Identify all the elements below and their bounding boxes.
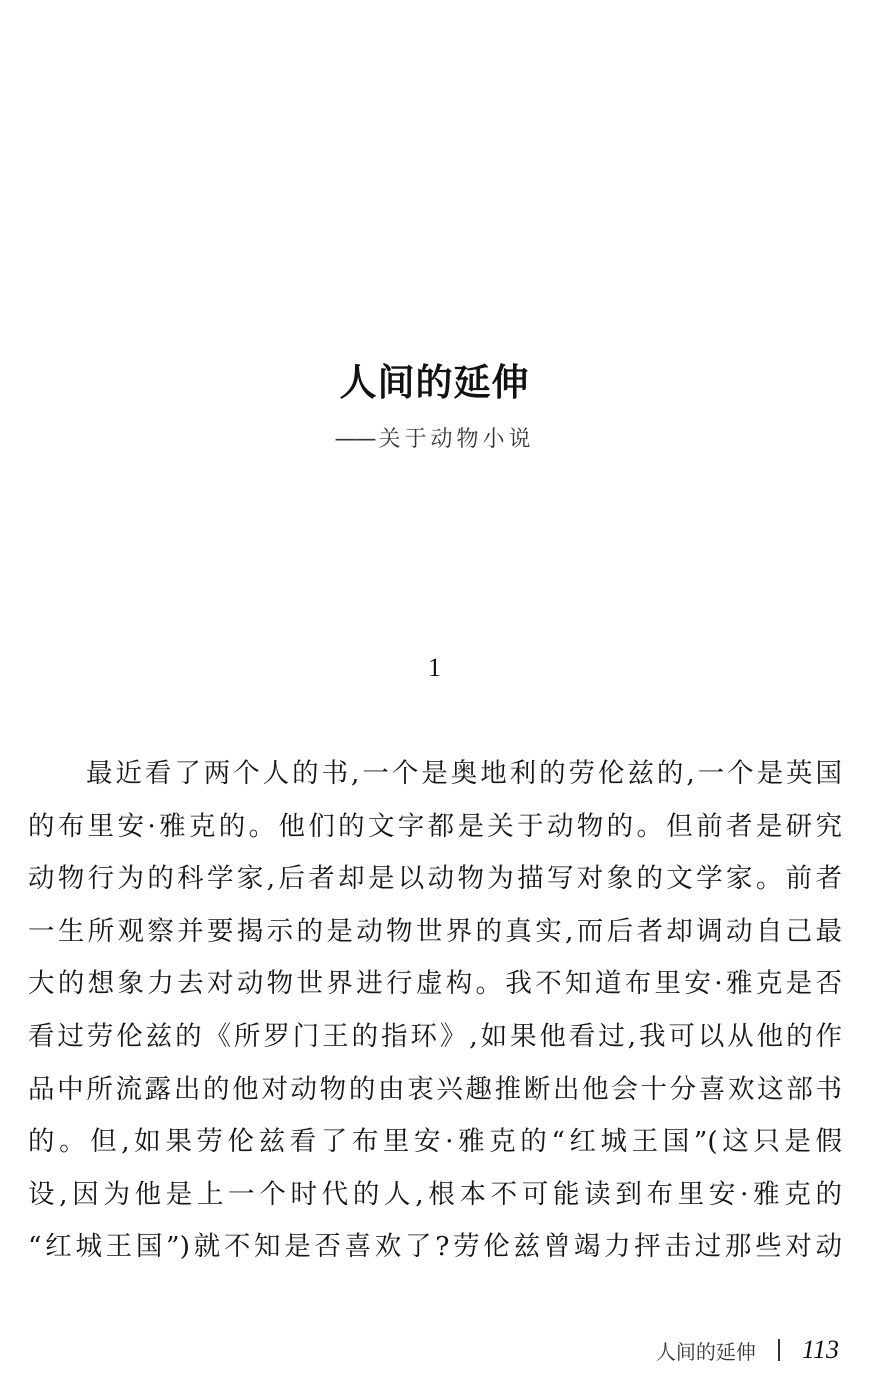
body-line: 最近看了两个人的书,一个是奥地利的劳伦兹的,一个是英国 [86, 758, 842, 789]
body-line: 大的想象力去对动物世界进行虚构。我不知道布里安·雅克是否 [28, 968, 842, 1000]
chapter-subtitle [0, 424, 869, 456]
body-line: 品中所流露出的他对动物的由衷兴趣推断出他会十分喜欢这部书 [28, 1073, 842, 1105]
page-footer [656, 1332, 839, 1368]
body-line: 看过劳伦兹的《所罗门王的指环》,如果他看过,我可以从他的作 [28, 1020, 842, 1052]
subtitle-dash: —— [334, 427, 375, 452]
section-number: 1 [428, 653, 441, 682]
body-text [28, 752, 842, 1278]
body-line: 动物行为的科学家,后者却是以动物为描写对象的文学家。前者 [28, 863, 842, 895]
page-number: 113 [801, 1335, 839, 1364]
body-line: 的。但,如果劳伦兹看了布里安·雅克的“红城王国”(这只是假 [28, 1126, 842, 1158]
body-line: 一生所观察并要揭示的是动物世界的真实,而后者却调动自己最 [28, 915, 842, 947]
subtitle-text: 关于动物小说 [378, 427, 535, 452]
body-line: 设,因为他是上一个时代的人,根本不可能读到布里安·雅克的 [28, 1178, 842, 1210]
chapter-title: 人间的延伸 [339, 361, 530, 404]
running-title: 人间的延伸 [655, 1339, 756, 1364]
body-line: “红城王国”)就不知是否喜欢了?劳伦兹曾竭力抨击过那些对动 [28, 1231, 842, 1263]
footer-divider [778, 1339, 780, 1361]
body-line: 的布里安·雅克的。他们的文字都是关于动物的。但前者是研究 [28, 810, 842, 842]
